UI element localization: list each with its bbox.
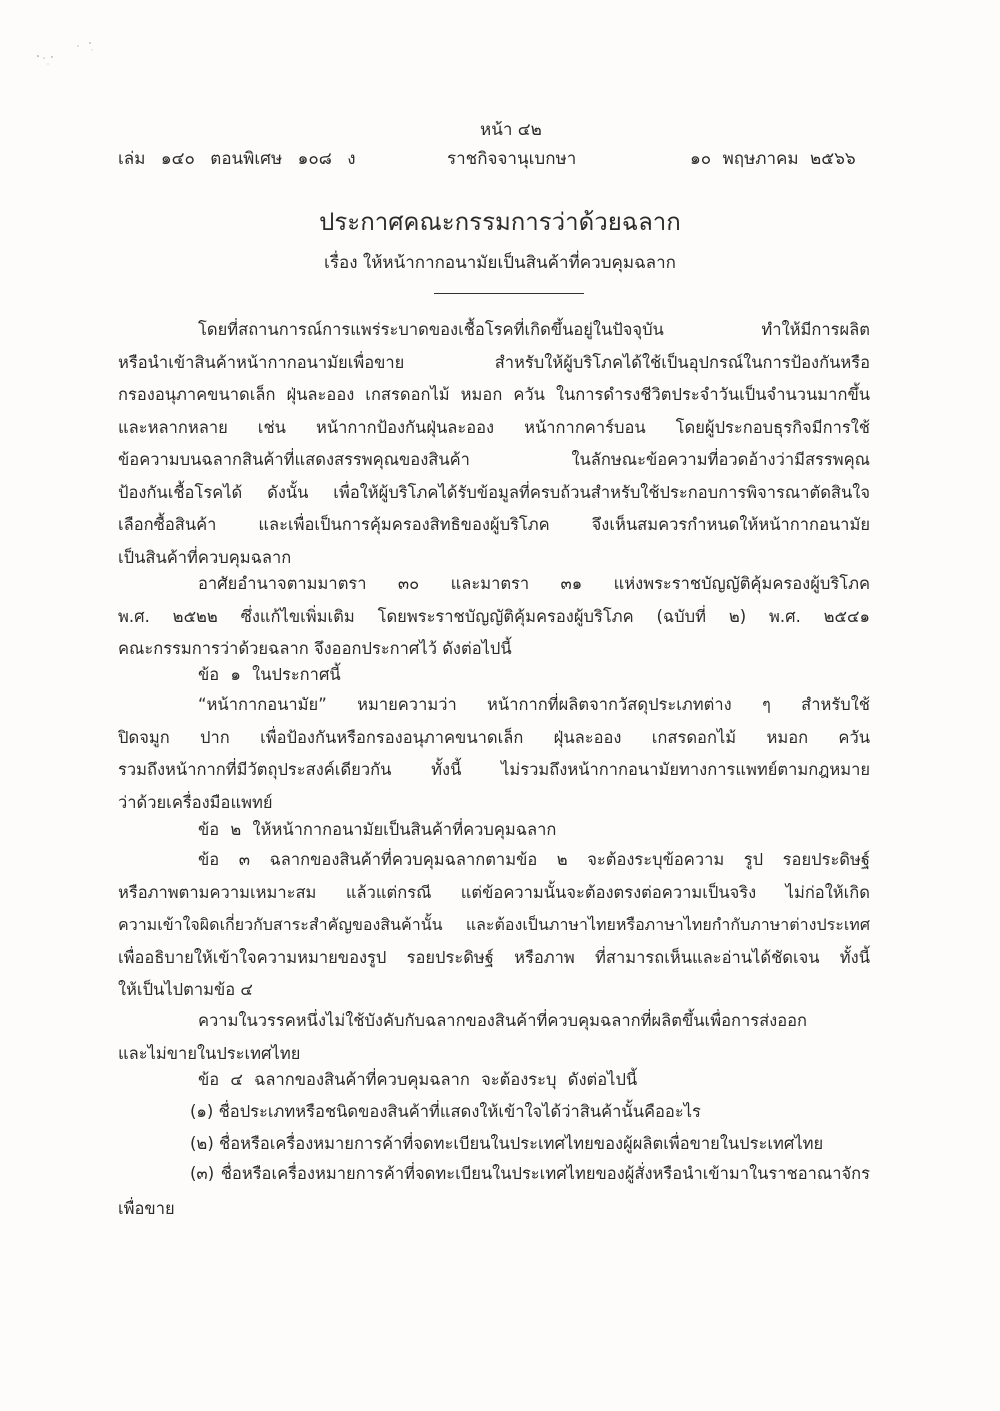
volume-info: เล่ม ๑๔๐ ตอนพิเศษ ๑๐๘ ง xyxy=(118,149,356,169)
clause-4-item-3: (๓) ชื่อหรือเครื่องหมายการค้าที่จดทะเบียนในประเทศไทยของผู้สั่งหรือนำเข้ามาในราชอาณาจักร xyxy=(190,1164,870,1183)
preamble-paragraph xyxy=(118,314,870,574)
clause-4: ข้อ ๔ ฉลากของสินค้าที่ควบคุมฉลาก จะต้องระบุ ดังต่อไปนี้ xyxy=(198,1070,638,1089)
preamble-line: กรองอนุภาคขนาดเล็ก ฝุ่นละออง เกสรดอกไม้ หมอก ควัน ในการดำรงชีวิตประจำวันเป็นจำนวนมากขึ้น xyxy=(118,385,870,404)
definition-line: “หน้ากากอนามัย” หมายความว่า หน้ากากที่ผลิตจากวัสดุประเภทต่าง ๆ สำหรับใช้ xyxy=(198,695,870,714)
preamble-line: โดยที่สถานการณ์การแพร่ระบาดของเชื้อโรคที่เกิดขึ้นอยู่ในปัจจุบัน ทำให้มีการผลิต xyxy=(198,320,870,339)
title-divider xyxy=(434,293,584,294)
clause-2: ข้อ ๒ ให้หน้ากากอนามัยเป็นสินค้าที่ควบคุมฉลาก xyxy=(198,820,557,839)
clause-4-item-3-paragraph xyxy=(190,1158,870,1191)
definition-line: ว่าด้วยเครื่องมือแพทย์ xyxy=(118,792,273,812)
clause-4-item-2: (๒) ชื่อหรือเครื่องหมายการค้าที่จดทะเบียนในประเทศไทยของผู้ผลิตเพื่อขายในประเทศไทย xyxy=(190,1134,824,1153)
clause-3-exception-paragraph xyxy=(118,1005,870,1070)
definition-line: รวมถึงหน้ากากที่มีวัตถุประสงค์เดียวกัน ทั้งนี้ ไม่รวมถึงหน้ากากอนามัยทางการแพทย์ตามกฎหมาย xyxy=(118,760,870,779)
preamble-line: เลือกซื้อสินค้า และเพื่อเป็นการคุ้มครองสิทธิของผู้บริโภค จึงเห็นสมควรกำหนดให้หน้ากากอนามัย xyxy=(118,515,870,534)
clause-3-line: ให้เป็นไปตามข้อ ๔ xyxy=(118,980,253,999)
definition-line: ปิดจมูก ปาก เพื่อป้องกันหรือกรองอนุภาคขนาดเล็ก ฝุ่นละออง เกสรดอกไม้ หมอก ควัน xyxy=(118,727,870,747)
clause-3-line: เพื่ออธิบายให้เข้าใจความหมายของรูป รอยประดิษฐ์ หรือภาพ ที่สามารถเห็นและอ่านได้ชัดเจน ทั้งนี้ xyxy=(118,947,870,967)
clause-4-item-3-continuation: เพื่อขาย xyxy=(118,1199,175,1218)
clause-4-item-1: (๑) ชื่อประเภทหรือชนิดของสินค้าที่แสดงให้เข้าใจได้ว่าสินค้านั้นคืออะไร xyxy=(190,1102,701,1121)
page-number: หน้า ๔๒ xyxy=(480,120,542,140)
preamble-line: เป็นสินค้าที่ควบคุมฉลาก xyxy=(118,547,292,567)
scan-noise-marks xyxy=(30,38,100,68)
clause-3-line: ข้อ ๓ ฉลากของสินค้าที่ควบคุมฉลากตามข้อ ๒ จะต้องระบุข้อความ รูป รอยประดิษฐ์ xyxy=(198,850,870,869)
clause-1: ข้อ ๑ ในประกาศนี้ xyxy=(198,665,341,684)
clause-3-line: หรือภาพตามความเหมาะสม แล้วแต่กรณี แต่ข้อความนั้นจะต้องตรงต่อความเป็นจริง ไม่ก่อให้เกิด xyxy=(118,882,870,902)
document-title: ประกาศคณะกรรมการว่าด้วยฉลาก xyxy=(319,208,681,236)
clause-3-exception-line: และไม่ขายในประเทศไทย xyxy=(118,1043,301,1063)
clause-3-paragraph xyxy=(118,844,870,1007)
publication-date: ๑๐ พฤษภาคม ๒๕๖๖ xyxy=(690,149,856,169)
clause-3-exception-line: ความในวรรคหนึ่งไม่ใช้บังคับกับฉลากของสินค้าที่ควบคุมฉลากที่ผลิตขึ้นเพื่อการส่งออก xyxy=(198,1011,808,1030)
gazette-name: ราชกิจจานุเบกษา xyxy=(447,149,577,169)
authority-line: พ.ศ. ๒๕๒๒ ซึ่งแก้ไขเพิ่มเติม โดยพระราชบัญญัติคุ้มครองผู้บริโภค (ฉบับที่ ๒) พ.ศ. ๒๕๔๑ xyxy=(118,606,870,626)
preamble-line: ป้องกันเชื้อโรคได้ ดังนั้น เพื่อให้ผู้บริโภคได้รับข้อมูลที่ครบถ้วนสำหรับใช้ประกอบการพิจารณาตัดสินใจ xyxy=(118,482,870,502)
preamble-line: และหลากหลาย เช่น หน้ากากป้องกันฝุ่นละออง หน้ากากคาร์บอน โดยผู้ประกอบธุรกิจมีการใช้ xyxy=(118,417,870,437)
preamble-line: ข้อความบนฉลากสินค้าที่แสดงสรรพคุณของสินค้า ในลักษณะข้อความที่อวดอ้างว่ามีสรรพคุณ xyxy=(118,450,870,469)
document-subtitle: เรื่อง ให้หน้ากากอนามัยเป็นสินค้าที่ควบคุมฉลาก xyxy=(324,253,676,273)
preamble-line: หรือนำเข้าสินค้าหน้ากากอนามัยเพื่อขาย สำหรับให้ผู้บริโภคได้ใช้เป็นอุปกรณ์ในการป้องกันหรือ xyxy=(118,352,870,372)
clause-3-line: ความเข้าใจผิดเกี่ยวกับสาระสำคัญของสินค้านั้น และต้องเป็นภาษาไทยหรือภาษาไทยกำกับภาษาต่างประเทศ xyxy=(118,915,870,934)
authority-line: อาศัยอำนาจตามมาตรา ๓๐ และมาตรา ๓๑ แห่งพระราชบัญญัติคุ้มครองผู้บริโภค xyxy=(198,574,870,593)
authority-line: คณะกรรมการว่าด้วยฉลาก จึงออกประกาศไว้ ดังต่อไปนี้ xyxy=(118,639,512,658)
definition-paragraph xyxy=(118,689,870,819)
authority-paragraph xyxy=(118,568,870,666)
